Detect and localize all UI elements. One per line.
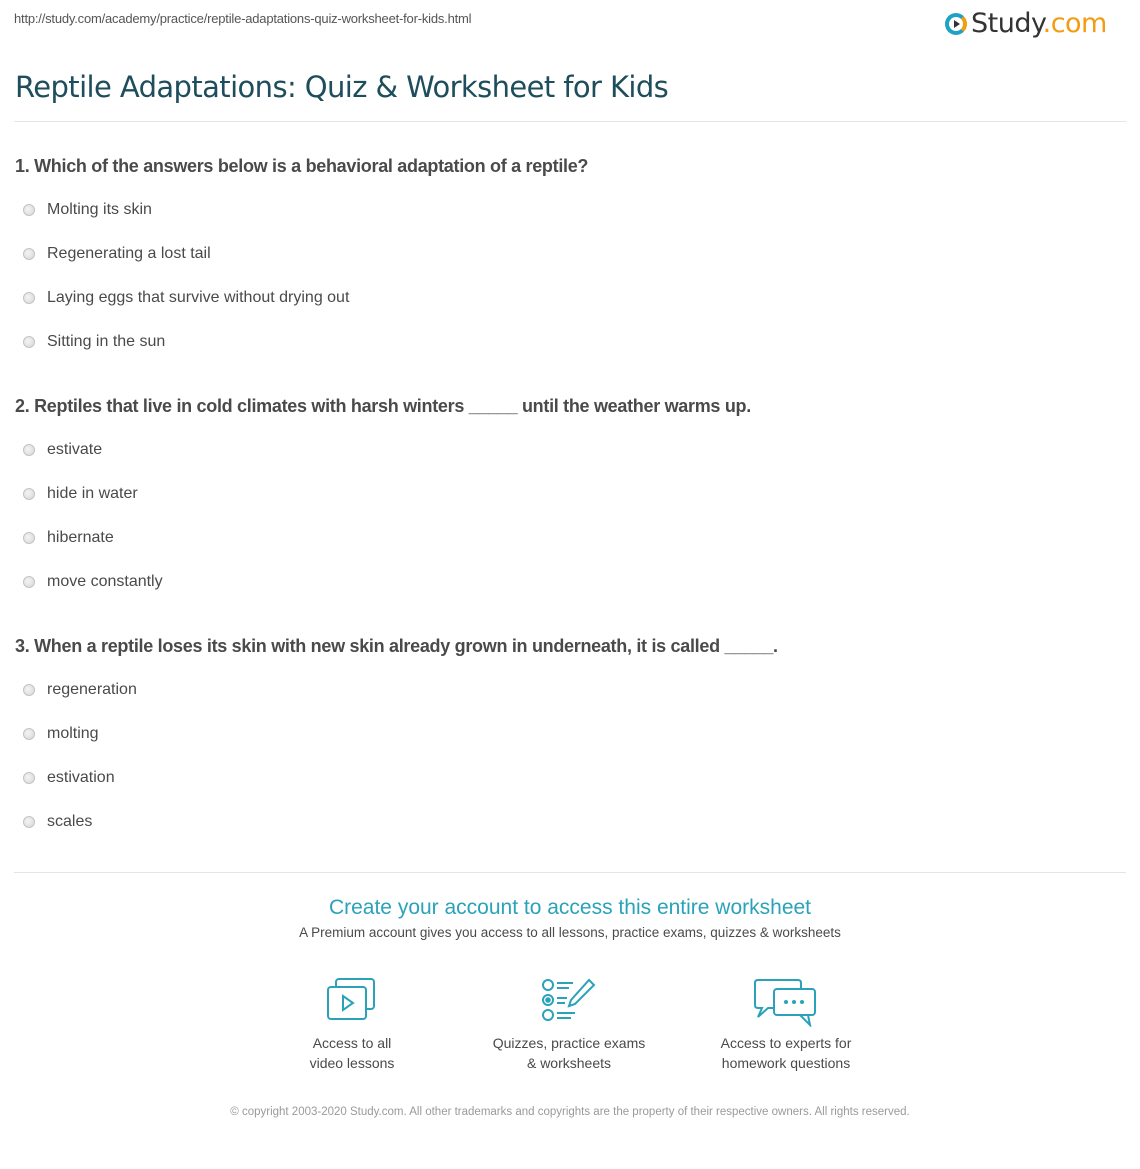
- premium-description: A Premium account gives you access to all lessons, practice exams, quizzes & worksheets: [299, 925, 841, 940]
- radio-button[interactable]: [23, 444, 35, 456]
- page-title: Reptile Adaptations: Quiz & Worksheet for Kids: [15, 70, 669, 104]
- radio-button[interactable]: [23, 204, 35, 216]
- feature-experts: Access to experts for homework questions: [686, 977, 886, 1073]
- page-url: http://study.com/academy/practice/reptile-adaptations-quiz-worksheet-for-kids.html: [14, 11, 472, 26]
- feature-quizzes: Quizzes, practice exams & worksheets: [469, 977, 669, 1073]
- logo-text: Study.com: [971, 8, 1107, 39]
- radio-button[interactable]: [23, 728, 35, 740]
- radio-button[interactable]: [23, 292, 35, 304]
- radio-button[interactable]: [23, 336, 35, 348]
- answer-option[interactable]: Regenerating a lost tail: [23, 245, 211, 263]
- copyright-notice: © copyright 2003-2020 Study.com. All other trademarks and copyrights are the property of their respective owners. All rights reserved.: [230, 1106, 910, 1118]
- answer-option[interactable]: Molting its skin: [23, 201, 152, 219]
- radio-button[interactable]: [23, 772, 35, 784]
- create-account-link[interactable]: Create your account to access this entire worksheet: [328, 896, 812, 919]
- study-com-logo[interactable]: [945, 8, 1107, 40]
- quiz-checklist-icon: [541, 977, 597, 1023]
- divider: [14, 872, 1126, 873]
- radio-button[interactable]: [23, 488, 35, 500]
- answer-option[interactable]: estivation: [23, 769, 115, 787]
- video-lessons-icon: [326, 977, 378, 1023]
- chat-bubbles-icon: [754, 977, 818, 1027]
- divider: [14, 121, 1126, 122]
- question-1: 1. Which of the answers below is a behavioral adaptation of a reptile?: [15, 156, 589, 176]
- radio-button[interactable]: [23, 532, 35, 544]
- question-3: 3. When a reptile loses its skin with new skin already grown in underneath, it is called _____.: [15, 636, 778, 656]
- answer-option[interactable]: move constantly: [23, 573, 163, 591]
- answer-option[interactable]: regeneration: [23, 681, 137, 699]
- answer-option[interactable]: hide in water: [23, 485, 138, 503]
- question-2: 2. Reptiles that live in cold climates with harsh winters _____ until the weather warms up.: [15, 396, 751, 416]
- play-logo-icon: [945, 13, 967, 35]
- feature-video-lessons: Access to all video lessons: [252, 977, 452, 1073]
- answer-option[interactable]: Sitting in the sun: [23, 333, 165, 351]
- answer-option[interactable]: estivate: [23, 441, 102, 459]
- radio-button[interactable]: [23, 684, 35, 696]
- answer-option[interactable]: hibernate: [23, 529, 114, 547]
- answer-option[interactable]: scales: [23, 813, 92, 831]
- answer-option[interactable]: Laying eggs that survive without drying out: [23, 289, 349, 307]
- answer-option[interactable]: molting: [23, 725, 99, 743]
- radio-button[interactable]: [23, 816, 35, 828]
- radio-button[interactable]: [23, 576, 35, 588]
- radio-button[interactable]: [23, 248, 35, 260]
